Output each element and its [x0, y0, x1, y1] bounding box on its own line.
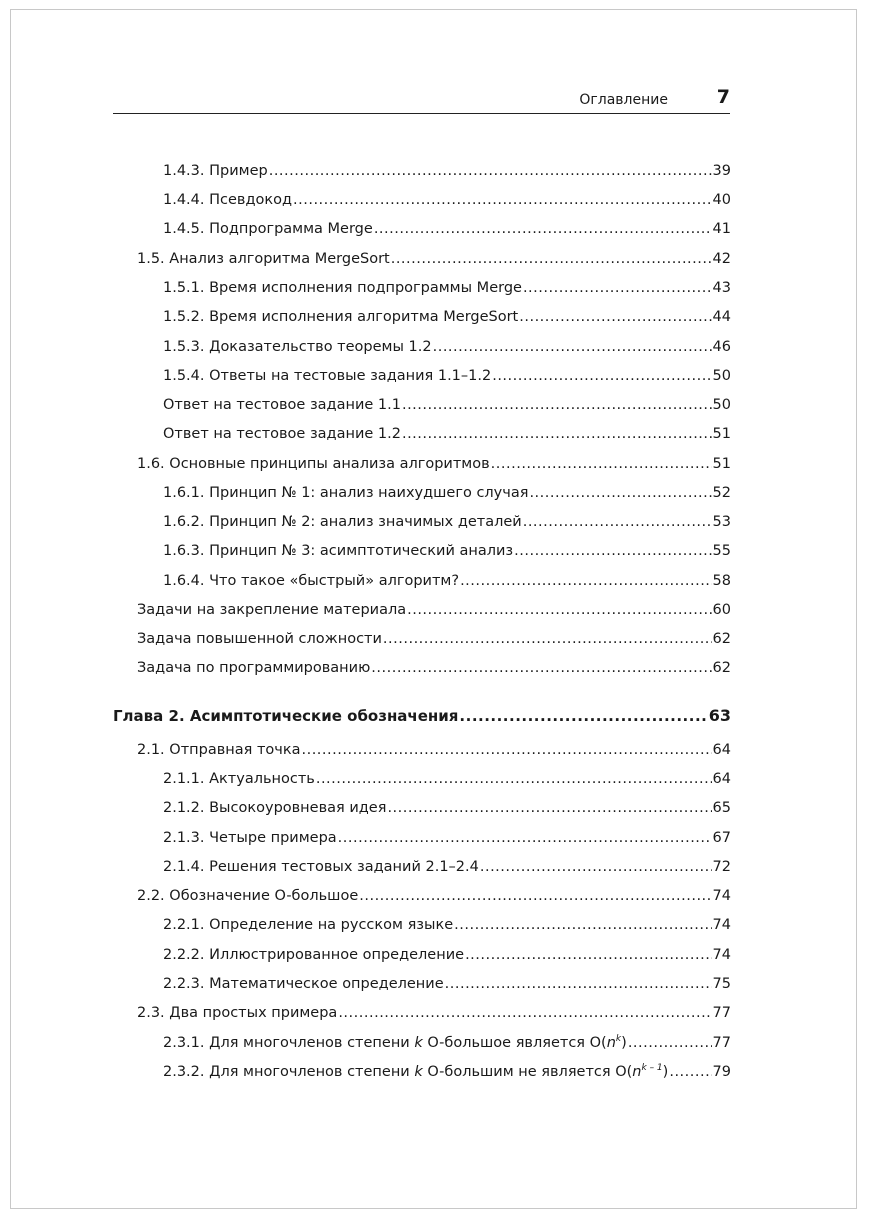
toc-entry[interactable]	[137, 599, 731, 621]
toc-entry[interactable]	[163, 973, 731, 995]
leader-dots	[338, 1002, 711, 1024]
toc-page-number: 46	[712, 339, 731, 355]
leader-dots	[491, 453, 712, 475]
leader-dots	[374, 218, 712, 240]
toc-entry-label: Задача повышенной сложности	[137, 631, 382, 647]
toc-entry[interactable]	[137, 885, 731, 907]
toc-entry[interactable]	[137, 453, 731, 475]
leader-dots	[523, 277, 712, 299]
toc-page-number: 72	[712, 859, 731, 875]
leader-dots	[371, 657, 711, 679]
leader-dots	[523, 511, 712, 533]
toc-entry-label: Ответ на тестовое задание 1.2	[163, 426, 401, 442]
toc-page-number: 42	[712, 251, 731, 267]
toc-entry[interactable]	[163, 856, 731, 878]
toc-page-number: 64	[712, 771, 731, 787]
toc-entry-label: 1.6. Основные принципы анализа алгоритмов	[137, 456, 490, 472]
toc-entry[interactable]	[163, 160, 731, 182]
toc-page-number: 75	[712, 976, 731, 992]
leader-dots	[480, 856, 712, 878]
toc-entry[interactable]	[163, 218, 731, 240]
toc-entry-label: 2.1.4. Решения тестовых заданий 2.1–2.4	[163, 859, 479, 875]
toc-entry[interactable]	[163, 570, 731, 592]
leader-dots	[407, 599, 711, 621]
toc-entry[interactable]	[137, 248, 731, 270]
toc-page-number: 51	[712, 426, 731, 442]
toc-entry-label: 1.4.3. Пример	[163, 163, 268, 179]
exponent: k	[615, 1034, 622, 1045]
toc-entry-label: 1.4.5. Подпрограмма Merge	[163, 221, 373, 237]
toc-entry[interactable]	[137, 657, 731, 679]
toc-page-number: 62	[712, 631, 731, 647]
toc-entry[interactable]	[163, 768, 731, 790]
toc-entry[interactable]	[163, 914, 731, 936]
toc-entry-label	[163, 1032, 627, 1054]
variable-k: k	[414, 1064, 423, 1080]
toc-page-number: 77	[712, 1005, 731, 1021]
label-text: 2.3.1. Для многочленов степени	[163, 1035, 410, 1051]
leader-dots	[383, 628, 712, 650]
toc-entry-label: 2.1.2. Высокоуровневая идея	[163, 800, 387, 816]
leader-dots	[359, 885, 711, 907]
toc-page-number: 62	[712, 660, 731, 676]
toc-page-number: 40	[712, 192, 731, 208]
label-text-mid: O-большим не является O(	[427, 1064, 633, 1080]
toc-page-number: 41	[712, 221, 731, 237]
toc-page-number: 58	[712, 573, 731, 589]
toc-entry[interactable]	[163, 1061, 731, 1083]
toc-entry[interactable]	[163, 511, 731, 533]
variable-n: n	[632, 1064, 642, 1080]
toc-entry-label: 2.1.3. Четыре примера	[163, 830, 337, 846]
toc-chapter-label: Глава 2. Асимптотические обозначения	[113, 707, 459, 725]
leader-dots	[519, 306, 711, 328]
toc-entry-label: 2.1.1. Актуальность	[163, 771, 315, 787]
leader-dots	[338, 827, 712, 849]
toc-entry-label	[163, 1061, 668, 1083]
toc-entry[interactable]	[163, 944, 731, 966]
toc-chapter-entry[interactable]	[113, 705, 731, 727]
toc-page-number: 55	[712, 543, 731, 559]
leader-dots	[402, 423, 712, 445]
toc-entry-label: 2.2.1. Определение на русском языке	[163, 917, 454, 933]
toc-page-number: 51	[712, 456, 731, 472]
leader-dots	[387, 797, 711, 819]
toc-entry-label: Ответ на тестовое задание 1.1	[163, 397, 401, 413]
toc-page-number: 74	[712, 888, 731, 904]
toc-entry[interactable]	[163, 1032, 731, 1054]
toc-entry-label: 1.6.4. Что такое «быстрый» алгоритм?	[163, 573, 460, 589]
toc-page-number: 43	[712, 280, 731, 296]
toc-entry[interactable]	[163, 394, 731, 416]
label-text: 2.3.2. Для многочленов степени	[163, 1064, 410, 1080]
leader-dots	[628, 1032, 712, 1054]
variable-k: k	[414, 1035, 423, 1051]
toc-entry-label: 2.3. Два простых примера	[137, 1005, 338, 1021]
toc-page-number: 50	[712, 368, 731, 384]
toc-entry[interactable]	[163, 306, 731, 328]
toc-entry[interactable]	[163, 336, 731, 358]
toc-entry-label: 2.1. Отправная точка	[137, 742, 301, 758]
toc-entry[interactable]	[163, 482, 731, 504]
toc-entry-label: 1.5.2. Время исполнения алгоритма MergeSort	[163, 309, 519, 325]
toc-entry[interactable]	[137, 1002, 731, 1024]
toc-entry[interactable]	[163, 540, 731, 562]
leader-dots	[454, 914, 711, 936]
leader-dots	[301, 739, 711, 761]
toc-page-number: 74	[712, 947, 731, 963]
toc-entry-label: 2.2.3. Математическое определение	[163, 976, 444, 992]
leader-dots	[391, 248, 712, 270]
leader-dots	[445, 973, 712, 995]
leader-dots	[293, 189, 712, 211]
header-page-number: 7	[716, 86, 730, 108]
leader-dots	[529, 482, 711, 504]
toc-page-number: 50	[712, 397, 731, 413]
toc-entry-label: Задача по программированию	[137, 660, 371, 676]
toc-entry-label: 1.5.3. Доказательство теоремы 1.2	[163, 339, 432, 355]
close-paren: )	[621, 1035, 627, 1051]
label-text-mid: O-большое является O(	[427, 1035, 607, 1051]
toc-entry[interactable]	[163, 189, 731, 211]
exponent: k – 1	[641, 1063, 663, 1074]
toc-page-number: 53	[712, 514, 731, 530]
page-header	[113, 86, 730, 114]
toc-page-number: 44	[712, 309, 731, 325]
toc-page-number: 79	[712, 1064, 731, 1080]
leader-dots	[269, 160, 712, 182]
toc-page-number: 67	[712, 830, 731, 846]
toc-entry-label: 1.5. Анализ алгоритма MergeSort	[137, 251, 390, 267]
toc-entry[interactable]	[163, 423, 731, 445]
leader-dots	[460, 570, 711, 592]
variable-n: n	[606, 1035, 616, 1051]
leader-dots	[669, 1061, 711, 1083]
toc-entry-label: 2.2. Обозначение O-большое	[137, 888, 359, 904]
toc-page-number: 77	[712, 1035, 731, 1051]
toc-entry-label: 2.2.2. Иллюстрированное определение	[163, 947, 465, 963]
leader-dots	[514, 540, 711, 562]
toc-page-number: 63	[708, 706, 731, 725]
toc-entry-label: 1.5.1. Время исполнения подпрограммы Merge	[163, 280, 522, 296]
toc-entry-label: 1.6.2. Принцип № 2: анализ значимых деталей	[163, 514, 522, 530]
leader-dots	[433, 336, 712, 358]
toc-entry[interactable]	[163, 277, 731, 299]
leader-dots	[465, 944, 711, 966]
toc-entry-label: 1.4.4. Псевдокод	[163, 192, 293, 208]
toc-page-number: 64	[712, 742, 731, 758]
toc-entry[interactable]	[137, 628, 731, 650]
toc-entry[interactable]	[163, 827, 731, 849]
toc-page-number: 60	[712, 602, 731, 618]
toc-entry[interactable]	[137, 739, 731, 761]
toc-entry[interactable]	[163, 797, 731, 819]
toc-entry-label: 1.6.3. Принцип № 3: асимптотический анализ	[163, 543, 514, 559]
toc-entry-label: 1.6.1. Принцип № 1: анализ наихудшего случая	[163, 485, 529, 501]
toc-entry[interactable]	[163, 365, 731, 387]
leader-dots	[402, 394, 712, 416]
toc-page-number: 39	[712, 163, 731, 179]
leader-dots	[316, 768, 712, 790]
toc-page-number: 52	[712, 485, 731, 501]
leader-dots	[492, 365, 711, 387]
toc-page-number: 74	[712, 917, 731, 933]
leader-dots	[459, 705, 707, 727]
toc-page-number: 65	[712, 800, 731, 816]
header-title: Оглавление	[579, 92, 668, 108]
toc-entry-label: 1.5.4. Ответы на тестовые задания 1.1–1.2	[163, 368, 492, 384]
toc-entry-label: Задачи на закрепление материала	[137, 602, 407, 618]
close-paren: )	[662, 1064, 669, 1080]
